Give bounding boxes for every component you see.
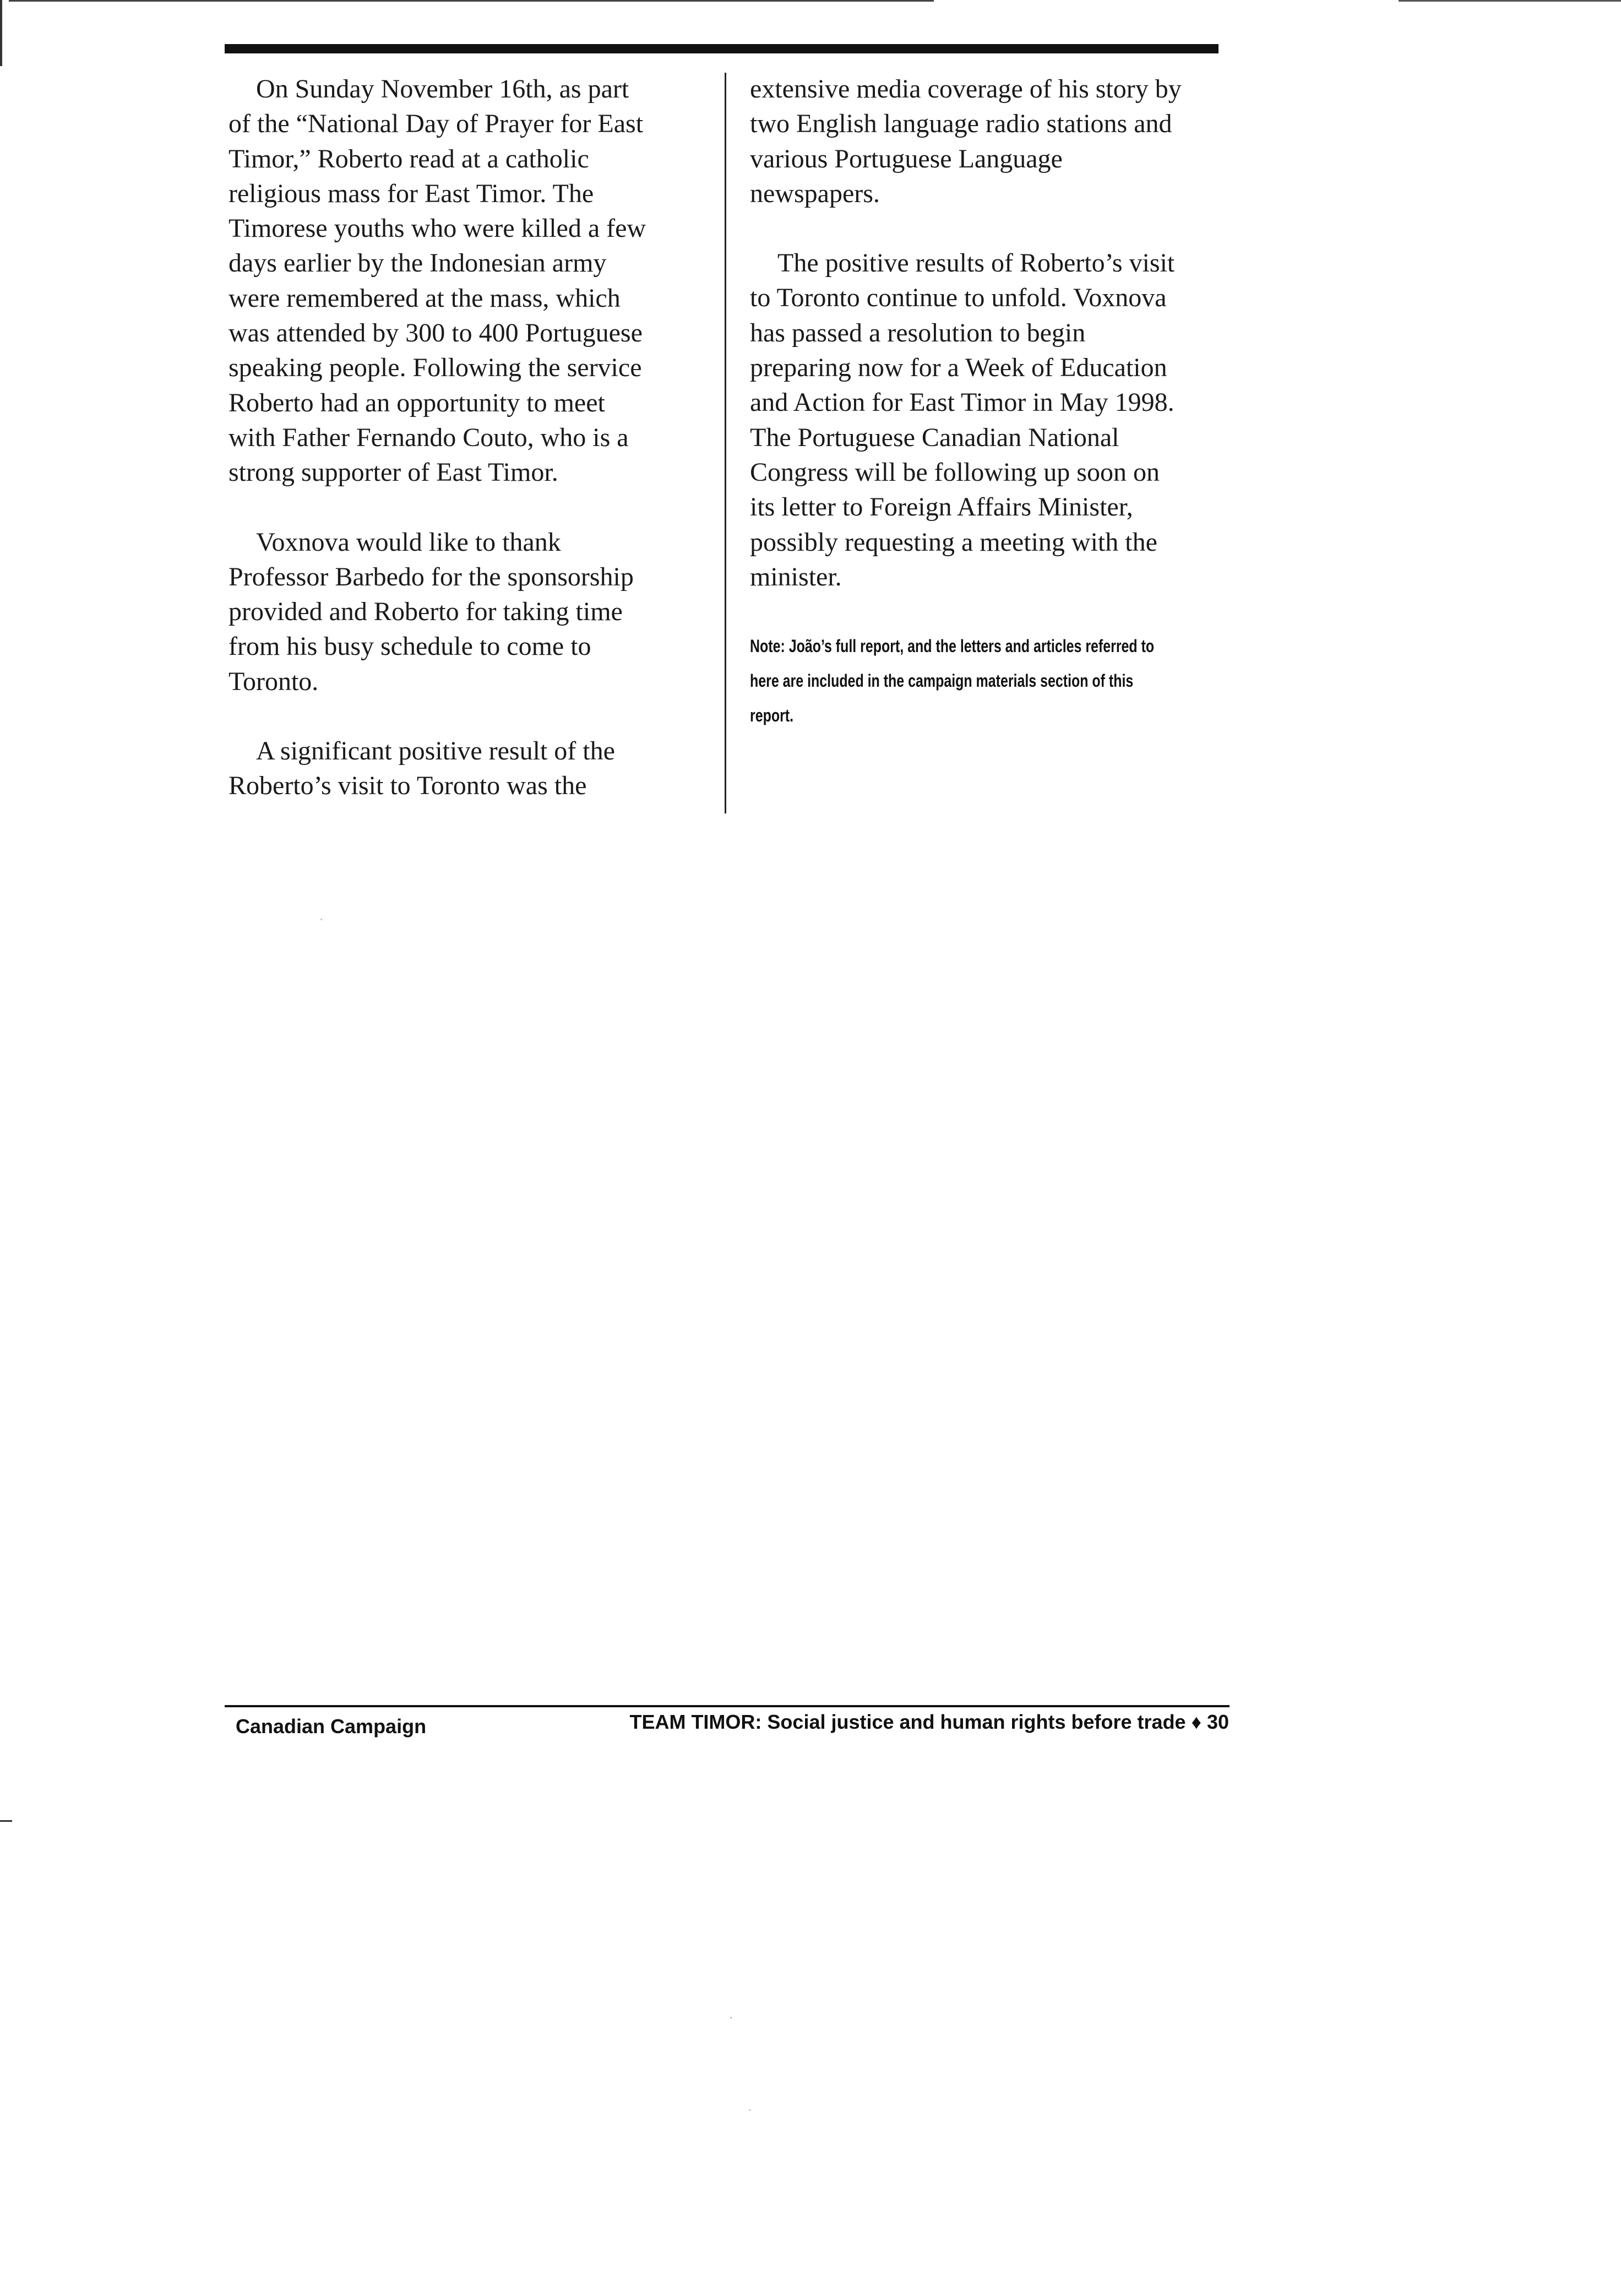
paragraph-media-coverage: extensive media coverage of his story by two English language radio stations and various Portuguese Language newspapers.	[750, 74, 1182, 208]
right-column	[750, 72, 1223, 733]
paragraph-thanks: Voxnova would like to thank Professor Barbedo for the sponsorship provided and Roberto for taking time from his busy schedule to come to Toronto.	[229, 527, 634, 696]
scan-speck	[749, 2109, 750, 2111]
footer-publication-title: TEAM TIMOR: Social justice and human rights before trade ♦ 30	[629, 1711, 1229, 1733]
scan-tick-left	[0, 1820, 12, 1822]
paragraph-positive-result: A significant positive result of the Roberto’s visit to Toronto was the	[229, 736, 615, 801]
scan-speck	[320, 919, 322, 920]
scan-edge-left	[0, 0, 2, 66]
paragraph-results-unfold: The positive results of Roberto’s visit to Toronto continue to unfold. Voxnova has passed a resolution to begin preparing now for a Week of Education and Action for East Timor in May 1998. The Portuguese Canadian National Congress will be following up soon on its letter to Foreign Affairs Minister, possibly requesting a meeting with the minister.	[750, 248, 1175, 591]
column-divider	[725, 73, 726, 813]
left-column	[229, 72, 697, 838]
scan-edge-top	[9, 0, 934, 2]
scan-edge-top-right	[1399, 0, 1621, 2]
footer-section-title: Canadian Campaign	[236, 1715, 427, 1738]
footer-rule	[225, 1705, 1230, 1707]
note: Note: João’s full report, and the letters and articles referred to here are included in the campaign materials section of this report.	[750, 636, 1155, 726]
scan-speck	[730, 2017, 732, 2018]
paragraph-prayer-mass: On Sunday November 16th, as part of the “National Day of Prayer for East Timor,” Roberto read at a catholic religious mass for East Timor. The Timorese youths who were killed a few days earlier by the Indonesian army were remembered at the mass, which was attended by 300 to 400 Portuguese speaking people. Following the service Roberto had an opportunity to meet with Father Fernando Couto, who is a strong supporter of East Timor.	[229, 74, 646, 487]
header-rule	[225, 44, 1219, 53]
